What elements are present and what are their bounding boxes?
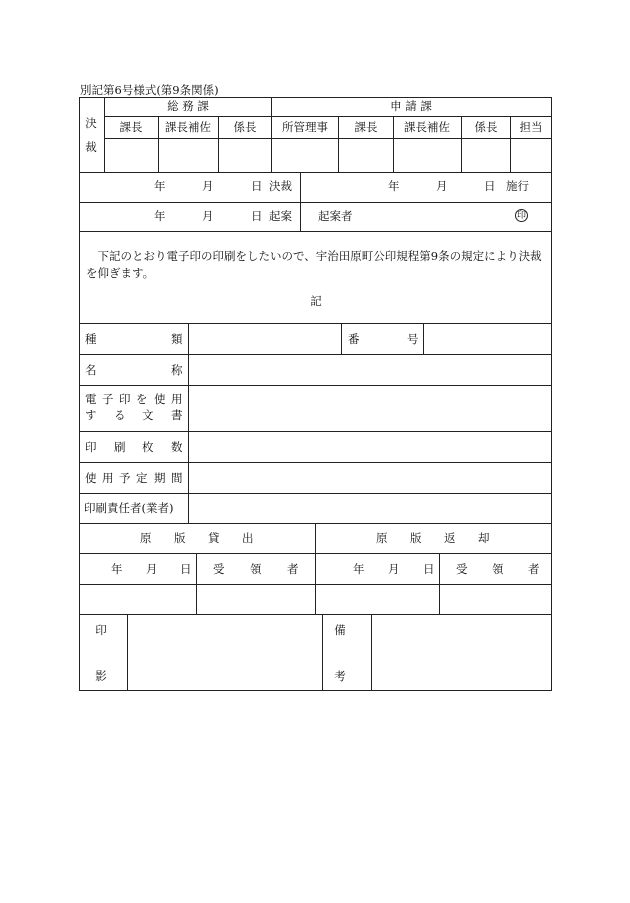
shinsei-col-kachou: 課長 bbox=[354, 120, 378, 134]
kessai-label: 決裁 bbox=[269, 179, 292, 193]
kian-tsuki: 月 bbox=[202, 209, 214, 223]
henkyaku-2: 返 bbox=[444, 531, 456, 545]
vrule-ap-1 bbox=[158, 116, 159, 172]
shikou-tsuki: 月 bbox=[436, 179, 448, 193]
rule-approval-cols bbox=[104, 138, 552, 139]
vrule-bangou-l bbox=[341, 323, 342, 354]
vrule-genban-l bbox=[196, 553, 197, 614]
hen-ju-2: 者 bbox=[528, 562, 540, 576]
rule-denshi bbox=[79, 431, 552, 432]
kashidashi-2: 貸 bbox=[208, 531, 220, 545]
kikan-3: 定 bbox=[136, 471, 148, 485]
rule-date-2 bbox=[79, 231, 552, 232]
vrule-label bbox=[188, 323, 189, 523]
sekininsha-label: 印刷責任者(業者) bbox=[84, 501, 174, 515]
maisu-1: 刷 bbox=[114, 440, 126, 454]
meishou-label-1: 名 bbox=[85, 363, 97, 377]
inei-ei: 影 bbox=[95, 669, 107, 683]
inei-in: 印 bbox=[95, 623, 107, 637]
rule-date-1 bbox=[79, 202, 552, 203]
denshi-l1-1: 子 bbox=[102, 392, 114, 406]
henkyaku-1: 版 bbox=[410, 531, 422, 545]
rule-body bbox=[79, 323, 552, 324]
seal-mark: 印 bbox=[516, 211, 526, 221]
rule-genban-entry bbox=[79, 614, 552, 615]
kikan-1: 用 bbox=[102, 471, 114, 485]
hen-tsuki: 月 bbox=[388, 562, 400, 576]
kashi-tsuki: 月 bbox=[146, 562, 158, 576]
soumu-title: 総 務 課 bbox=[167, 99, 209, 113]
soumu-col-kakarichou: 係長 bbox=[233, 120, 257, 134]
rule-shurui bbox=[79, 354, 552, 355]
vrule-genban-r bbox=[439, 553, 440, 614]
vrule-ap-5 bbox=[461, 116, 462, 172]
denshi-l2-1: る bbox=[114, 408, 126, 422]
kikan-2: 予 bbox=[119, 471, 131, 485]
kashi-hi: 日 bbox=[180, 562, 192, 576]
maisu-3: 数 bbox=[171, 440, 183, 454]
bangou-label-1: 番 bbox=[348, 332, 360, 346]
denshi-l1-2: 印 bbox=[119, 392, 131, 406]
sai-label: 裁 bbox=[85, 140, 97, 154]
hen-hi: 日 bbox=[423, 562, 435, 576]
ketsu-label: 決 bbox=[85, 116, 97, 130]
denshi-l1-5: 用 bbox=[171, 392, 183, 406]
denshi-l2-2: 文 bbox=[142, 408, 154, 422]
kashi-ju-0: 受 bbox=[213, 562, 225, 576]
request-paragraph: 下記のとおり電子印の印刷をしたいので、宇治田原町公印規程第9条の規定により決裁を仰ぎます。 bbox=[86, 249, 542, 281]
kikan-5: 間 bbox=[171, 471, 183, 485]
shinsei-col-tantou: 担当 bbox=[519, 120, 543, 134]
rule-kikan bbox=[79, 493, 552, 494]
shikou-label: 施行 bbox=[506, 179, 529, 193]
kian-nen: 年 bbox=[154, 209, 166, 223]
vrule-ap-6 bbox=[510, 116, 511, 172]
vrule-biko-r bbox=[371, 614, 372, 691]
maisu-2: 枚 bbox=[142, 440, 154, 454]
shinsei-col-kakarichou: 係長 bbox=[474, 120, 498, 134]
bangou-label-2: 号 bbox=[407, 332, 419, 346]
rule-approval-bottom bbox=[79, 172, 552, 173]
kashidashi-3: 出 bbox=[242, 531, 254, 545]
vrule-date bbox=[300, 172, 301, 231]
rule-meishou bbox=[79, 385, 552, 386]
meishou-label-2: 称 bbox=[171, 363, 183, 377]
kashi-ju-1: 領 bbox=[250, 562, 262, 576]
maisu-0: 印 bbox=[85, 440, 97, 454]
hen-nen: 年 bbox=[353, 562, 365, 576]
vrule-ap-4 bbox=[393, 116, 394, 172]
shinsei-col-hosa: 課長補佐 bbox=[404, 120, 450, 134]
henkyaku-3: 却 bbox=[478, 531, 490, 545]
kian-hi: 日 bbox=[251, 209, 263, 223]
form-caption: 別記第6号様式(第9条関係) bbox=[80, 83, 219, 97]
rule-maisu bbox=[79, 462, 552, 463]
kikan-4: 期 bbox=[154, 471, 166, 485]
kashi-nen: 年 bbox=[111, 562, 123, 576]
shinsei-title: 申 請 課 bbox=[390, 99, 432, 113]
kiansha-label: 起案者 bbox=[318, 209, 353, 223]
rule-approval-header bbox=[104, 116, 552, 117]
vrule-ap-3 bbox=[338, 116, 339, 172]
kessai-hi: 日 bbox=[251, 179, 263, 193]
shurui-label-2: 類 bbox=[171, 332, 183, 346]
vrule-soumu-shinsei bbox=[271, 97, 272, 172]
kessai-nen: 年 bbox=[154, 179, 166, 193]
vrule-ketsu bbox=[104, 97, 105, 172]
kian-label: 起案 bbox=[269, 209, 292, 223]
denshi-l1-0: 電 bbox=[85, 392, 97, 406]
kikan-0: 使 bbox=[85, 471, 97, 485]
vrule-biko-l bbox=[322, 614, 323, 691]
henkyaku-0: 原 bbox=[376, 531, 388, 545]
hen-ju-1: 領 bbox=[492, 562, 504, 576]
denshi-l1-3: を bbox=[136, 392, 148, 406]
kashidashi-0: 原 bbox=[140, 531, 152, 545]
shikou-hi: 日 bbox=[484, 179, 496, 193]
vrule-ap-2 bbox=[218, 116, 219, 172]
hen-ju-0: 受 bbox=[456, 562, 468, 576]
denshi-l2-0: す bbox=[85, 408, 97, 422]
vrule-genban-mid bbox=[315, 523, 316, 614]
kessai-tsuki: 月 bbox=[202, 179, 214, 193]
vrule-inei bbox=[127, 614, 128, 691]
shinsei-col-shokan: 所管理事 bbox=[282, 120, 328, 134]
kashi-ju-2: 者 bbox=[287, 562, 299, 576]
biko-kou: 考 bbox=[334, 669, 346, 683]
ki-label: 記 bbox=[310, 294, 322, 308]
soumu-col-kachou: 課長 bbox=[119, 120, 143, 134]
shurui-label-1: 種 bbox=[85, 332, 97, 346]
denshi-l1-4: 使 bbox=[154, 392, 166, 406]
vrule-bangou-r bbox=[423, 323, 424, 354]
denshi-l2-3: 書 bbox=[171, 408, 183, 422]
biko-bi: 備 bbox=[334, 623, 346, 637]
kashidashi-1: 版 bbox=[174, 531, 186, 545]
shikou-nen: 年 bbox=[388, 179, 400, 193]
soumu-col-hosa: 課長補佐 bbox=[165, 120, 211, 134]
